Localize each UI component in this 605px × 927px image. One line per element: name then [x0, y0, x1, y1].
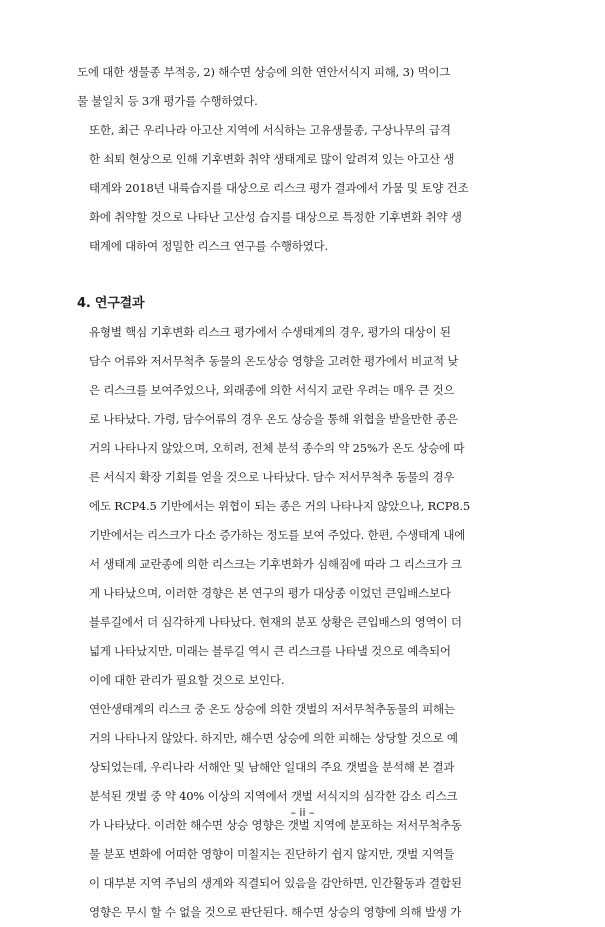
page-number: – ii –: [290, 806, 315, 819]
text-line: 상되었는데, 우리나라 서해안 및 남해안 일대의 주요 갯벌을 분석해 본 결과: [89, 760, 455, 774]
body-text: [77, 58, 530, 927]
text-line: 영향은 무시 할 수 없을 것으로 판단된다. 해수면 상승의 영향에 의해 발생 가: [89, 905, 462, 919]
text-line: 이 대부분 지역 주님의 생계와 직결되어 있음을 감안하면, 인간활동과 결합된: [89, 876, 462, 890]
text-line: 태계에 대하여 정밀한 리스크 연구를 수행하였다.: [89, 239, 328, 253]
text-line: 로 나타났다. 가령, 담수어류의 경우 온도 상승을 통해 위협을 받을만한 종은: [89, 412, 458, 426]
text-line: 넓게 나타났지만, 미래는 블루길 역시 큰 리스크를 나타낼 것으로 예측되어: [89, 644, 451, 658]
text-line: 가 나타났다. 이러한 해수면 상승 영향은 갯벌 지역에 분포하는 저서무척추동: [89, 818, 462, 832]
text-line: 분석된 갯벌 중 약 40% 이상의 지역에서 갯벌 서식지의 심각한 감소 리스크: [89, 789, 458, 803]
text-line: 유형별 핵심 기후변화 리스크 평가에서 수생태계의 경우, 평가의 대상이 된: [89, 325, 451, 339]
paragraph-subalpine: [77, 116, 530, 261]
text-line: 거의 나타나지 않았으며, 오히려, 전체 분석 종수의 약 25%가 온도 상승에 따: [89, 441, 465, 455]
paragraph-aquatic: [77, 318, 530, 695]
text-line: 한 쇠퇴 현상으로 인해 기후변화 취약 생태계로 많이 알려져 있는 아고산 생: [89, 152, 455, 166]
text-line: 이에 대한 관리가 필요할 것으로 보인다.: [89, 673, 285, 687]
section-heading: 4. 연구결과: [77, 296, 145, 311]
text-line: 도에 대한 생물종 부적응, 2) 해수면 상승에 의한 연안서식지 피해, 3) 먹이그: [77, 65, 451, 79]
text-line: 게 나타났으며, 이러한 경향은 본 연구의 평가 대상종 이었던 큰입배스보다: [89, 586, 451, 600]
text-line: 담수 어류와 저서무척추 동물의 온도상승 영향을 고려한 평가에서 비교적 낮: [89, 354, 459, 368]
text-line: 또한, 최근 우리나라 아고산 지역에 서식하는 고유생물종, 구상나무의 급격: [89, 123, 451, 137]
text-line: 에도 RCP4.5 기반에서는 위협이 되는 종은 거의 나타나지 않았으나, RCP8.5: [89, 499, 470, 513]
text-line: 서 생태계 교란종에 의한 리스크는 기후변화가 심해짐에 따라 그 리스크가 크: [89, 557, 462, 571]
text-line: 은 리스크를 보여주었으나, 외래종에 의한 서식지 교란 우려는 매우 큰 것으: [89, 383, 455, 397]
text-line: 물 불일치 등 3개 평가를 수행하였다.: [77, 94, 258, 108]
text-line: 물 분포 변화에 어떠한 영향이 미칠지는 진단하기 쉽지 않지만, 갯벌 지역들: [89, 847, 455, 861]
text-line: 거의 나타나지 않았다. 하지만, 해수면 상승에 의한 피해는 상당할 것으로 예: [89, 731, 458, 745]
text-line: 태계와 2018년 내륙습지를 대상으로 리스크 평가 결과에서 가뭄 및 토양 건조: [89, 181, 469, 195]
paragraph-continued: [77, 58, 530, 116]
text-line: 기반에서는 리스크가 다소 증가하는 정도를 보여 주었다. 한편, 수생태계 내에: [89, 528, 466, 542]
text-line: 화에 취약할 것으로 나타난 고산성 습지를 대상으로 특정한 기후변화 취약 생: [89, 210, 462, 224]
text-line: 연안생태계의 리스크 중 온도 상승에 의한 갯벌의 저서무척추동물의 피해는: [89, 702, 455, 716]
text-line: 블루길에서 더 심각하게 나타났다. 현재의 분포 상황은 큰입배스의 영역이 더: [89, 615, 462, 629]
text-line: 른 서식지 확장 기회를 얻을 것으로 나타났다. 담수 저서무척추 동물의 경우: [89, 470, 455, 484]
